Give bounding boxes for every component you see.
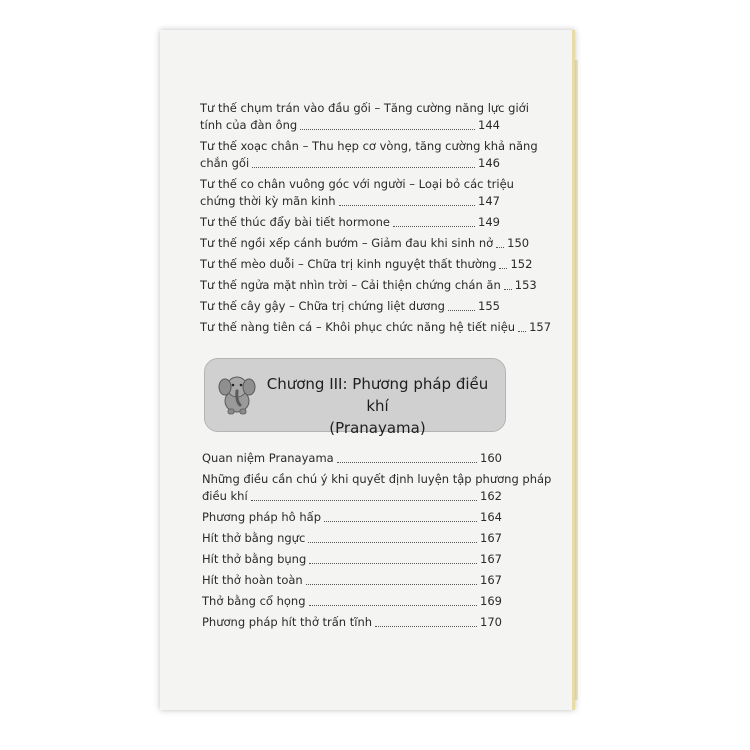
- toc-page-number: 150: [507, 236, 530, 250]
- toc-entry: [200, 298, 500, 315]
- toc-entry-line: [200, 100, 529, 117]
- toc-entry: [202, 551, 502, 568]
- dot-leader: [339, 205, 475, 206]
- dot-leader: [308, 542, 477, 543]
- toc-page-number: 153: [514, 278, 537, 292]
- toc-entry-text: chắn gối: [200, 156, 250, 170]
- toc-page-number: 157: [529, 320, 552, 334]
- toc-entry-text: Tư thế cây gậy – Chữa trị chứng liệt dương: [200, 299, 445, 313]
- toc-entry-line: [202, 471, 552, 488]
- toc-entry-text: chứng thời kỳ mãn kinh: [200, 194, 336, 208]
- toc-entry-line: [202, 593, 502, 610]
- chapter-heading-box: [204, 358, 506, 437]
- toc-page-number: 149: [478, 215, 500, 229]
- toc-entry-line: [200, 298, 500, 315]
- toc-page-number: 146: [478, 156, 500, 170]
- toc-entry-text: Tư thế mèo duỗi – Chữa trị kinh nguyệt thất thường: [200, 257, 497, 271]
- dot-leader: [504, 289, 512, 290]
- toc-entry-line: [200, 319, 552, 336]
- toc-entry: [202, 572, 502, 589]
- toc-entry-line: [200, 193, 500, 210]
- dot-leader: [337, 462, 477, 463]
- toc-entry: [200, 319, 552, 336]
- toc-page-number: 147: [478, 194, 500, 208]
- dot-leader: [252, 167, 475, 168]
- toc-page-number: 152: [510, 257, 533, 271]
- dot-leader: [393, 226, 475, 227]
- toc-entry: [200, 100, 529, 134]
- toc-page-number: 170: [480, 615, 502, 629]
- dot-leader: [324, 521, 477, 522]
- toc-entry-text: Hít thở hoàn toàn: [202, 573, 303, 587]
- dot-leader: [375, 626, 477, 627]
- toc-entry-text: Quan niệm Pranayama: [202, 451, 334, 465]
- toc-entry-line: [200, 256, 533, 273]
- toc-entry-line: [202, 551, 502, 568]
- toc-section-1: [200, 100, 552, 340]
- toc-entry-line: [200, 214, 500, 231]
- toc-entry-text: Tư thế nàng tiên cá – Khôi phục chức năng hệ tiết niệu: [200, 320, 516, 334]
- toc-page-number: 144: [478, 118, 500, 132]
- toc-page-number: 162: [480, 489, 502, 503]
- chapter-title-line-1: Chương III: Phương pháp điều khí: [266, 375, 489, 415]
- toc-entry: [200, 214, 500, 231]
- toc-page-number: 167: [480, 531, 502, 545]
- toc-entry-text: Tư thế xoạc chân – Thu hẹp cơ vòng, tăng cường khả năng: [200, 139, 538, 153]
- toc-entry-line: [200, 176, 514, 193]
- toc-entry-text: Tư thế ngồi xếp cánh bướm – Giảm đau khi sinh nở: [200, 236, 494, 250]
- chapter-title-line-2: (Pranayama): [329, 419, 426, 437]
- toc-page-number: 169: [480, 594, 502, 608]
- toc-entry-text: Tư thế thúc đẩy bài tiết hormone: [200, 215, 390, 229]
- toc-entry-line: [202, 530, 502, 547]
- toc-entry-text: Hít thở bằng bụng: [202, 552, 307, 566]
- book-page: [160, 30, 575, 710]
- toc-entry-text: Phương pháp hít thở trấn tĩnh: [202, 615, 373, 629]
- toc-entry: [202, 593, 502, 610]
- dot-leader: [300, 129, 475, 130]
- toc-section-2: [202, 450, 552, 635]
- toc-page-number: 167: [480, 573, 502, 587]
- toc-entry-line: [200, 235, 530, 252]
- dot-leader: [306, 584, 477, 585]
- toc-entry-text: Hít thở bằng ngực: [202, 531, 306, 545]
- dot-leader: [251, 500, 477, 501]
- toc-page-number: 167: [480, 552, 502, 566]
- toc-page-number: 160: [480, 451, 502, 465]
- dot-leader: [518, 331, 526, 332]
- toc-entry-text: điều khí: [202, 489, 248, 503]
- toc-entry: [200, 235, 530, 252]
- toc-entry-text: Thở bằng cổ họng: [202, 594, 306, 608]
- dot-leader: [309, 605, 478, 606]
- toc-entry-text: Tư thế co chân vuông góc với người – Loại bỏ các triệu: [200, 177, 514, 191]
- toc-entry-text: Những điều cần chú ý khi quyết định luyện tập phương pháp: [202, 472, 552, 486]
- toc-entry-line: [202, 509, 502, 526]
- toc-entry-line: [200, 138, 538, 155]
- toc-entry-text: Phương pháp hô hấp: [202, 510, 321, 524]
- toc-entry: [202, 509, 502, 526]
- toc-entry: [200, 277, 537, 294]
- toc-page-number: 155: [478, 299, 500, 313]
- elephant-icon: [217, 373, 257, 415]
- toc-entry-line: [202, 450, 502, 467]
- toc-entry: [200, 138, 538, 172]
- toc-entry-line: [200, 155, 500, 172]
- toc-entry: [202, 530, 502, 547]
- toc-entry-line: [202, 488, 502, 505]
- toc-page-number: 164: [480, 510, 502, 524]
- chapter-title: [255, 373, 500, 439]
- toc-entry: [200, 176, 514, 210]
- toc-entry-line: [200, 277, 537, 294]
- toc-entry: [202, 450, 502, 467]
- toc-entry: [202, 471, 552, 505]
- toc-entry-text: tính của đàn ông: [200, 118, 298, 132]
- toc-entry-line: [202, 572, 502, 589]
- toc-entry-line: [202, 614, 502, 631]
- toc-entry-text: Tư thế chụm trán vào đầu gối – Tăng cường năng lực giới: [200, 101, 529, 115]
- dot-leader: [448, 310, 475, 311]
- dot-leader: [496, 247, 504, 248]
- toc-entry-line: [200, 117, 500, 134]
- dot-leader: [499, 268, 507, 269]
- dot-leader: [309, 563, 477, 564]
- toc-entry-text: Tư thế ngửa mặt nhìn trời – Cải thiện chứng chán ăn: [200, 278, 501, 292]
- toc-entry: [200, 256, 533, 273]
- toc-entry: [202, 614, 502, 631]
